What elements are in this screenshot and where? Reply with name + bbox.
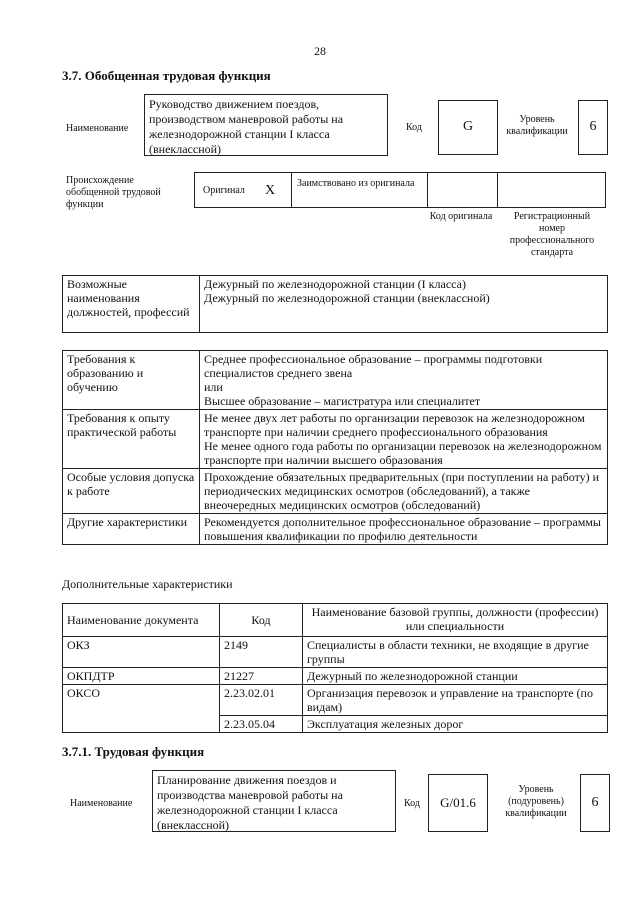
req-value: Рекомендуется дополнительное профессиональное образование – программы повышения квалификации по профилю деятельности [200, 514, 608, 545]
table-row [63, 685, 608, 716]
cell-name: Организация перевозок и управление на транспорте (по видам) [303, 685, 608, 716]
table-row [63, 668, 608, 685]
divider [497, 173, 498, 207]
divider [427, 173, 428, 207]
sub-level-label: Уровень (подуровень) квалификации [505, 784, 567, 819]
code-value: G [462, 119, 474, 134]
table-row [63, 637, 608, 668]
positions-value: Дежурный по железнодорожной станции (I класса) Дежурный по железнодорожной станции (внеклассной) [200, 276, 608, 333]
table-row [63, 469, 608, 514]
sub-name-label: Наименование [70, 798, 133, 809]
req-label: Требования к образованию и обучению [63, 351, 200, 410]
table-row [63, 410, 608, 469]
additional-heading: Дополнительные характеристики [62, 577, 233, 591]
original-mark: X [265, 183, 276, 198]
origin-label: Происхождение обобщенной трудовой функции [66, 175, 161, 210]
cell-doc: ОКЗ [63, 637, 220, 668]
sub-name-value: Планирование движения поездов и производства маневровой работы на железнодорожной станции I класса (внеклассной) [157, 773, 343, 832]
sub-level-value: 6 [591, 795, 599, 810]
code-box [438, 100, 498, 155]
req-label: Требования к опыту практической работы [63, 410, 200, 469]
requirements-table [62, 350, 608, 545]
code-label: Код [406, 122, 422, 133]
positions-label: Возможные наименования должностей, профессий [63, 276, 200, 333]
cell-name: Эксплуатация железных дорог [303, 716, 608, 733]
level-value: 6 [589, 119, 597, 134]
subsection-heading: 3.7.1. Трудовая функция [62, 744, 205, 759]
borrowed-label: Заимствовано из оригинала [297, 178, 415, 189]
level-label: Уровень квалификации [506, 114, 568, 137]
req-label: Особые условия допуска к работе [63, 469, 200, 514]
table-row [63, 351, 608, 410]
code-orig-label: Код оригинала [429, 211, 493, 222]
page-number: 28 [314, 44, 326, 58]
reg-label: Регистрационный номер профессионального стандарта [509, 211, 595, 258]
name-box [144, 94, 388, 156]
origin-box [194, 172, 606, 208]
col-name: Наименование базовой группы, должности (профессии) или специальности [303, 604, 608, 637]
level-box [578, 100, 608, 155]
sub-level-box [580, 774, 610, 832]
req-label: Другие характеристики [63, 514, 200, 545]
cell-name: Специалисты в области техники, не входящие в другие группы [303, 637, 608, 668]
sub-name-box [152, 770, 396, 832]
table-row [63, 276, 608, 333]
original-label: Оригинал [203, 185, 245, 196]
col-doc: Наименование документа [63, 604, 220, 637]
req-value: Не менее двух лет работы по организации перевозок на железнодорожном транспорте при наличии среднего профессионального образования Не менее одного года работы по организации перевозок на железнодорожном транспорте при наличии высшего образования [200, 410, 608, 469]
table-header-row [63, 604, 608, 637]
sub-code-box [428, 774, 488, 832]
name-value: Руководство движением поездов, производством маневровой работы на железнодорожной станции I класса (внеклассной) [149, 97, 344, 156]
table-row [63, 514, 608, 545]
section-heading: 3.7. Обобщенная трудовая функция [62, 68, 271, 83]
cell-code: 2.23.05.04 [220, 716, 303, 733]
sub-code-value: G/01.6 [440, 795, 476, 810]
req-value: Среднее профессиональное образование – программы подготовки специалистов среднего звена или Высшее образование – магистратура или специалитет [200, 351, 608, 410]
col-code: Код [220, 604, 303, 637]
cell-code: 2149 [220, 637, 303, 668]
name-label: Наименование [66, 123, 129, 134]
divider [291, 173, 292, 207]
cell-code: 21227 [220, 668, 303, 685]
cell-name: Дежурный по железнодорожной станции [303, 668, 608, 685]
cell-doc: ОКСО [63, 685, 220, 733]
req-value: Прохождение обязательных предварительных (при поступлении на работу) и периодических медицинских осмотров (обследований), а также внеочередных медицинских осмотров (обследований) [200, 469, 608, 514]
cell-doc: ОКПДТР [63, 668, 220, 685]
positions-table [62, 275, 608, 333]
cell-code: 2.23.02.01 [220, 685, 303, 716]
additional-table [62, 603, 608, 733]
sub-code-label: Код [404, 798, 420, 809]
